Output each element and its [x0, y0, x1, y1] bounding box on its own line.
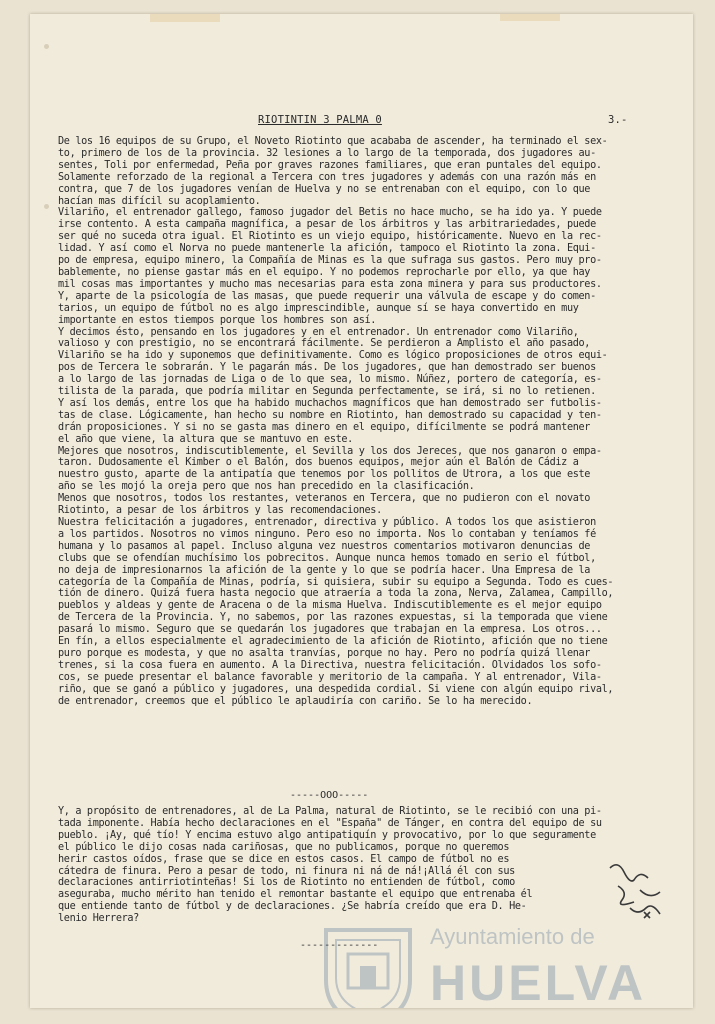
watermark-text: Ayuntamiento de [430, 924, 595, 949]
coat-of-arms-icon [318, 924, 418, 1008]
text-line: tada imponente. Había hecho declaraciones en el "España" de Tánger, en contra del equipo de su [58, 817, 602, 829]
text-line: que entiende tanto de fútbol y de declaraciones. ¿Se habría creído que era D. He- [58, 901, 527, 913]
text-line: declaraciones antirriotinteñas! Si los de Riotinto no entienden de fútbol, como [58, 877, 515, 889]
text-line: ser qué no suceda otra igual. El Riotinto es un viejo equipo, históricamente. Nuevo en la rec- [58, 231, 602, 243]
text-line: Menos que nosotros, todos los restantes, veteranos en Tercera, que no pudieron con el novato [58, 493, 591, 505]
text-line: tas de clase. Lógicamente, han hecho su nombre en Riotinto, han demostrado su capacidad y ten- [58, 409, 602, 421]
text-line: herir castos oídos, frase que se dice en estos casos. El campo de fútbol no es [58, 853, 510, 865]
text-line: categoría de la Compañía de Minas, podría, si quisiera, subir su equipo a Segunda. Todo es cues- [58, 576, 614, 588]
binding-hole [44, 204, 49, 209]
text-line: Y decimos ésto, pensando en los jugadores y en el entrenador. Un entrenador como Vilariño, [58, 326, 579, 338]
text-line: taron. Dudosamente el Kimber o el Balón, dos buenos equipos, mejor aún el Balón de Cádiz a [58, 457, 579, 469]
text-line: tión de dinero. Quizá fuera hasta negocio que atraería a toda la zona, Nerva, Zalamea, Campillo, [58, 588, 614, 600]
text-line: cos, se puede presentar el balance favorable y meritorio de la campaña. Y al entrenador, Vila- [58, 671, 602, 683]
text-line: importante en estos tiempos porque los hombres son así. [58, 314, 377, 326]
text-line: trenes, si la cosa fuera en aumento. A la Directiva, nuestra felicitación. Olvidados los sofo- [58, 659, 602, 671]
text-line: aseguraba, mucho mérito han tenido el remontar bastante el equipo que entrenaba él [58, 889, 533, 901]
text-line: bablemente, no piense gastar más en el equipo. Y no podemos reprocharle por ello, ya que hay [58, 266, 591, 278]
text-line: Mejores que nosotros, indiscutiblemente, el Sevilla y los dos Jereces, que nos ganaron o empa- [58, 445, 602, 457]
text-line: mil cosas mas importantes y mucho mas necesarias para esta zona minera y para sus productores. [58, 278, 602, 290]
text-line: el año que viene, la altura que se mantuvo en este. [58, 433, 353, 445]
text-line: Vilariño se ha ido y suponemos que definitivamente. Como es lógico proposiciones de otros equi- [58, 350, 608, 362]
text-line: sentes, Toli por enfermedad, Peña por graves razones familiares, que eran puntales del equipo. [58, 159, 602, 171]
text-line: tarios, un equipo de fútbol no es algo imprescindible, aunque sí se haya convertido en muy [58, 302, 579, 314]
text-line: lenio Herrera? [58, 913, 139, 925]
watermark-city: HUELVA [430, 955, 647, 1008]
text-line: drán proposiciones. Y si no se gasta mas dinero en el equipo, difícilmente se podrá mantener [58, 421, 591, 433]
text-line: En fín, a ellos especialmente el agradecimiento de la afición de Riotinto, afición que no tiene [58, 636, 608, 648]
text-line: Nuestra felicitación a jugadores, entrenador, directiva y público. A todos los que asistieron [58, 517, 596, 528]
text-line: lidad. Y así como el Norva no puede mantenerle la afición, tampoco el Riotinto la zona. Equi- [58, 243, 596, 255]
text-line: valioso y con prestigio, no se encontrará fácilmente. Se perdieron a Amplisto el año pasado, [58, 338, 591, 350]
text-line: Vilariño, el entrenador gallego, famoso jugador del Betis no hace mucho, se ha ido ya. Y puede [58, 207, 602, 219]
text-line: no deja de impresionarnos la afición de la gente y lo que se podría hacer. Una Empresa de la [58, 564, 591, 576]
article-body-second [58, 806, 670, 925]
text-line: pueblos y aldeas y gente de Aracena o de la misma Huelva. Indiscutiblemente es el mejor equipo [58, 600, 602, 612]
text-line: el público le dijo cosas nada cariñosas, que no publicamos, porque no queremos [58, 841, 510, 853]
text-line: a los partidos. Nosotros no vimos ninguno. Pero eso no importa. Nos lo contaban y teníamos fé [58, 528, 596, 540]
text-line: hacían mas difícil su acoplamiento. [58, 195, 261, 207]
article-body [58, 136, 670, 708]
text-line: humana y lo pasamos al papel. Incluso alguna vez nuestros comentarios motivaron denuncias de [58, 540, 591, 552]
section-separator: -----OOO----- [290, 790, 369, 801]
text-line: pueblo. ¡Ay, qué tío! Y encima estuvo algo antipatiquín y provocativo, por lo que seguramente [58, 829, 596, 841]
text-line: pos de Tercera le sobrarán. Y le pagarán más. De los jugadores, que han demostrado ser buenos [58, 362, 596, 374]
text-line: Y, a propósito de entrenadores, al de La Palma, natural de Riotinto, se le recibió con una pi- [58, 806, 602, 817]
page-number: 3.- [608, 114, 628, 126]
text-line: nuestro gusto, aparte de la antipatía que tenemos por los pollitos de Utrora, a los que este [58, 469, 591, 481]
text-line: tilista de la parada, que podría militar en Segunda perfectamente, se irá, si no lo retienen. [58, 386, 596, 398]
text-line: riño, que se ganó a público y jugadores, una despedida cordial. Si viene con algún equipo rival, [58, 683, 614, 695]
text-line: po de empresa, equipo minero, la Compañía de Minas es la que sufraga sus gastos. Pero muy pro- [58, 255, 602, 267]
text-line: irse contento. A esta campaña magnífica, a pesar de los árbitros y las arbitrariedades, puede [58, 219, 596, 231]
text-line: Y así los demás, entre los que ha habido muchachos magníficos que han demostrado ser futbolis- [58, 397, 602, 409]
text-line: Y, aparte de la psicología de las masas, que puede requerir una válvula de escape y do comen- [58, 290, 596, 302]
article-title: RIOTINTIN 3 PALMA 0 [258, 114, 382, 126]
text-line: puro porque es modesta, y que no asalta tranvías, porque no hay. Pero no podría quizá llenar [58, 647, 591, 659]
text-line: de Tercera de la Provincia. Y, no sabemos, por las razones expuestas, si la temporada que viene [58, 612, 608, 624]
document-sheet [30, 14, 693, 1008]
paper-tape [500, 14, 560, 21]
text-line: contra, que 7 de los jugadores venían de Huelva y no se entrenaban con el equipo, con lo que [58, 183, 591, 195]
text-line: cátedra de finura. Pero a pesar de todo, ni finura ni ná de ná!¡Allá él con sus [58, 865, 515, 877]
page-header [258, 114, 678, 126]
text-line: to, primero de los de la provincia. 32 lesiones a lo largo de la temporada, dos jugadores au- [58, 147, 596, 159]
text-line: Solamente reforzado de la regional a Tercera con tres jugadores y además con una razón más en [58, 171, 596, 183]
paper-tape [150, 14, 220, 22]
text-line: clubs que se ofendían muchísimo los pobrecitos. Aunque nunca hemos tomado en serio el fútbol, [58, 552, 596, 564]
end-separator: ------------- [300, 940, 379, 951]
text-line: pasará lo mismo. Seguro que se quedarán los jugadores que trabajan en la empresa. Los otros... [58, 624, 602, 636]
text-line: a lo largo de las jornadas de Liga o de lo que sea, lo mismo. Núñez, portero de categoría, es- [58, 374, 602, 386]
archive-watermark [318, 914, 693, 1008]
text-line: de entrenador, creemos que el público le aplaudiría con cariño. Se lo ha merecido. [58, 695, 533, 707]
text-line: año se les mojó la oreja pero que nos han precedido en la clasificación. [58, 481, 475, 493]
text-line: De los 16 equipos de su Grupo, el Noveto Riotinto que acababa de ascender, ha terminado el sex- [58, 136, 608, 147]
text-line: Riotinto, a pesar de los árbitros y las recomendaciones. [58, 505, 382, 517]
binding-hole [44, 44, 49, 49]
